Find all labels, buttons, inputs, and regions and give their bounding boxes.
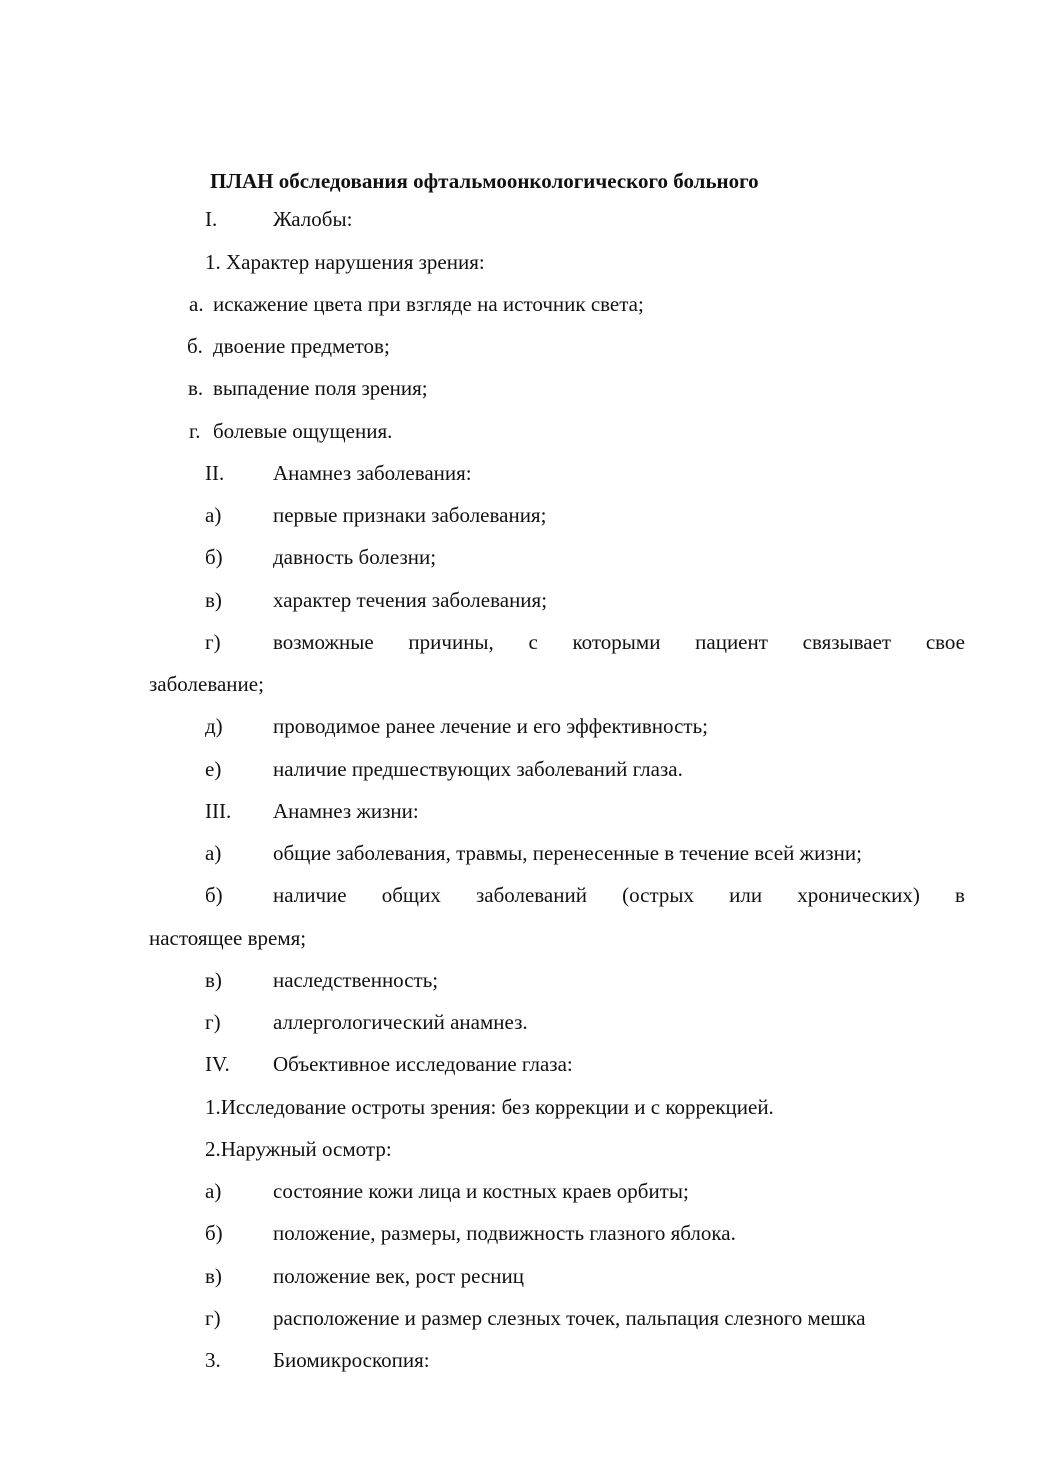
word: пациент (695, 630, 768, 654)
list-text: аллергологический анамнез. (273, 1010, 528, 1034)
section-title: Объективное исследование глаза: (273, 1052, 573, 1076)
list-marker: в) (205, 968, 222, 992)
list-text: положение век, рост ресниц (273, 1264, 524, 1288)
word: в (955, 883, 965, 907)
list-marker: 3. (205, 1348, 221, 1372)
list-marker: а) (205, 1179, 222, 1203)
list-marker: в. (188, 376, 204, 400)
list-marker: б) (205, 1221, 223, 1245)
list-item: 1.Исследование остроты зрения: без коррекции и с коррекцией. (205, 1095, 774, 1119)
list-text: первые признаки заболевания; (273, 503, 547, 527)
word: общих (381, 883, 441, 907)
list-text-justified (273, 627, 965, 657)
section-number: II. (205, 461, 225, 485)
list-marker: г) (205, 630, 221, 654)
section-title: Жалобы: (273, 207, 353, 231)
word: связывает (802, 630, 892, 654)
list-marker: г) (205, 1010, 221, 1034)
list-text: болевые ощущения. (213, 419, 393, 443)
list-text: наследственность; (273, 968, 439, 992)
list-text: искажение цвета при взгляде на источник света; (213, 292, 644, 316)
list-text-continuation: заболевание; (149, 672, 264, 696)
list-text: Биомикроскопия: (273, 1348, 430, 1372)
list-text: расположение и размер слезных точек, пальпация слезного мешка (273, 1306, 866, 1330)
document-title: ПЛАН обследования офтальмоонкологического больного (210, 169, 759, 193)
word: причины, (408, 630, 494, 654)
section-number: IV. (205, 1052, 230, 1076)
list-text: выпадение поля зрения; (213, 376, 428, 400)
list-marker: д) (205, 714, 223, 738)
word: возможные (273, 630, 374, 654)
list-text: положение, размеры, подвижность глазного яблока. (273, 1221, 736, 1245)
list-text-continuation: настоящее время; (149, 926, 307, 950)
word: заболеваний (475, 883, 587, 907)
list-marker: е) (205, 757, 222, 781)
section-title: Анамнез жизни: (273, 799, 419, 823)
word: которыми (572, 630, 661, 654)
list-marker: г. (189, 419, 201, 443)
list-text: давность болезни; (273, 545, 437, 569)
list-text: двоение предметов; (213, 334, 390, 358)
section-number: III. (205, 799, 232, 823)
list-marker: б. (187, 334, 203, 358)
list-marker: б) (205, 883, 223, 907)
list-text: проводимое ранее лечение и его эффективность; (273, 714, 708, 738)
word: (острых (622, 883, 694, 907)
list-text: состояние кожи лица и костных краев орбиты; (273, 1179, 689, 1203)
word: с (528, 630, 538, 654)
list-marker: в) (205, 588, 222, 612)
list-marker: а) (205, 841, 222, 865)
list-marker: в) (205, 1264, 222, 1288)
list-marker: а. (189, 292, 204, 316)
word: или (729, 883, 763, 907)
word: хронических) (797, 883, 920, 907)
section-number: I. (205, 207, 218, 231)
list-marker: б) (205, 545, 223, 569)
list-marker: а) (205, 503, 222, 527)
word: свое (925, 630, 965, 654)
list-text: общие заболевания, травмы, перенесенные в течение всей жизни; (273, 841, 862, 865)
list-item: 2.Наружный осмотр: (205, 1137, 392, 1161)
list-text-justified (273, 880, 965, 910)
list-item: 1. Характер нарушения зрения: (205, 250, 485, 274)
section-title: Анамнез заболевания: (273, 461, 472, 485)
list-text: характер течения заболевания; (273, 588, 548, 612)
list-text: наличие предшествующих заболеваний глаза. (273, 757, 683, 781)
word: наличие (273, 883, 347, 907)
list-marker: г) (205, 1306, 221, 1330)
